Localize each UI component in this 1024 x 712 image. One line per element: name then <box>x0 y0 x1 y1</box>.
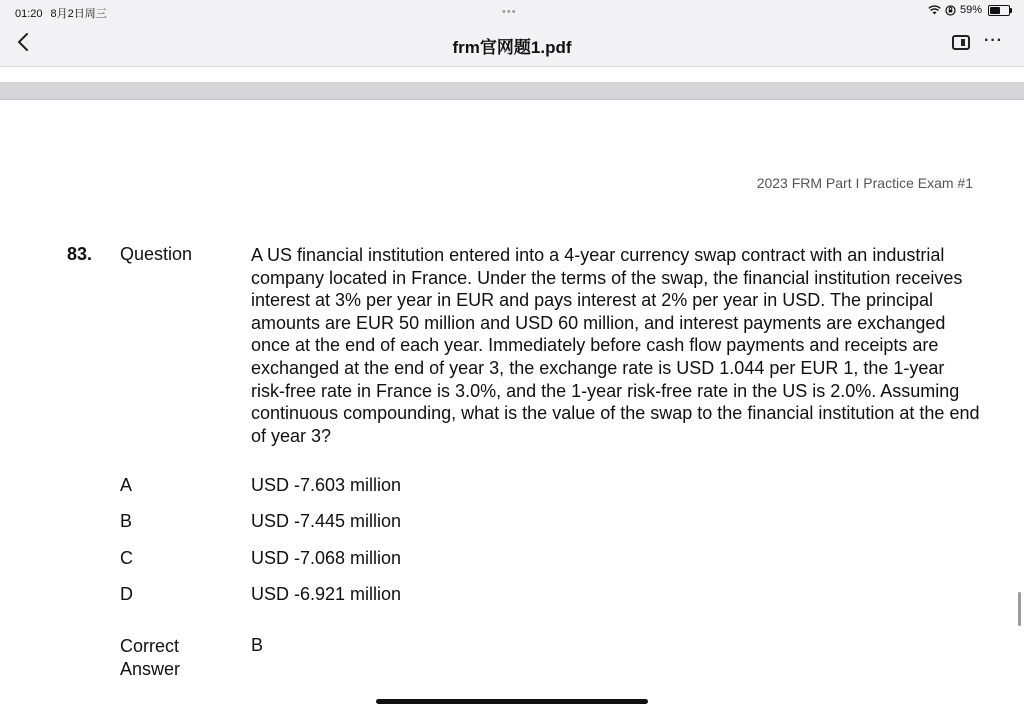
home-indicator[interactable] <box>376 699 648 704</box>
wifi-icon <box>928 5 941 15</box>
option-text-d: USD -6.921 million <box>251 584 402 604</box>
question-text: A US financial institution entered into a 4-year currency swap contract with an industrial company located in France. Under the terms of the swap, the financial institution receives interest at 3% per year in EUR and pays interest at 2% per year in USD. The principal amounts are EUR 50 million and USD 60 million, and interest payments are exchanged once at the end of each year. Immediately before cash flow payments and receipts are exchanged at the end of year 3, the exchange rate is USD 1.044 per EUR 1, the 1-year risk-free rate in France is 3.0%, and the 1-year risk-free rate in the US is 2.0%. Assuming continuous compounding, what is the value of the swap to the financial institution at the end of year 3? <box>251 245 980 446</box>
document-title: frm官网题1.pdf <box>452 38 572 57</box>
question-label: Question <box>120 244 193 264</box>
battery-icon <box>988 5 1010 16</box>
option-letter-a: A <box>120 475 133 495</box>
status-indicators <box>928 4 1010 16</box>
question-number: 83. <box>67 244 93 264</box>
option-letter-b: B <box>120 511 133 531</box>
correct-answer-value: B <box>251 635 264 655</box>
scroll-indicator[interactable] <box>1018 592 1021 626</box>
status-date: 8月2日周三 <box>50 8 107 20</box>
sidebar-toggle-icon[interactable] <box>952 35 970 50</box>
option-text-b: USD -7.445 million <box>251 511 402 531</box>
battery-percent: 59% <box>959 4 982 16</box>
correct-answer-label: Correct Answer <box>120 636 181 679</box>
page-separator <box>0 82 1024 100</box>
option-letter-c: C <box>120 548 133 568</box>
exam-header: 2023 FRM Part I Practice Exam #1 <box>756 175 973 191</box>
orientation-lock-icon <box>945 5 956 16</box>
option-text-a: USD -7.603 million <box>251 475 402 495</box>
multitasking-dots[interactable]: ••• <box>502 6 517 18</box>
option-letter-d: D <box>120 584 133 604</box>
more-options-button[interactable]: ··· <box>984 32 1003 49</box>
option-text-c: USD -7.068 million <box>251 548 402 568</box>
top-bar <box>0 0 1024 67</box>
status-time: 01:20 8月2日周三 <box>15 8 107 20</box>
